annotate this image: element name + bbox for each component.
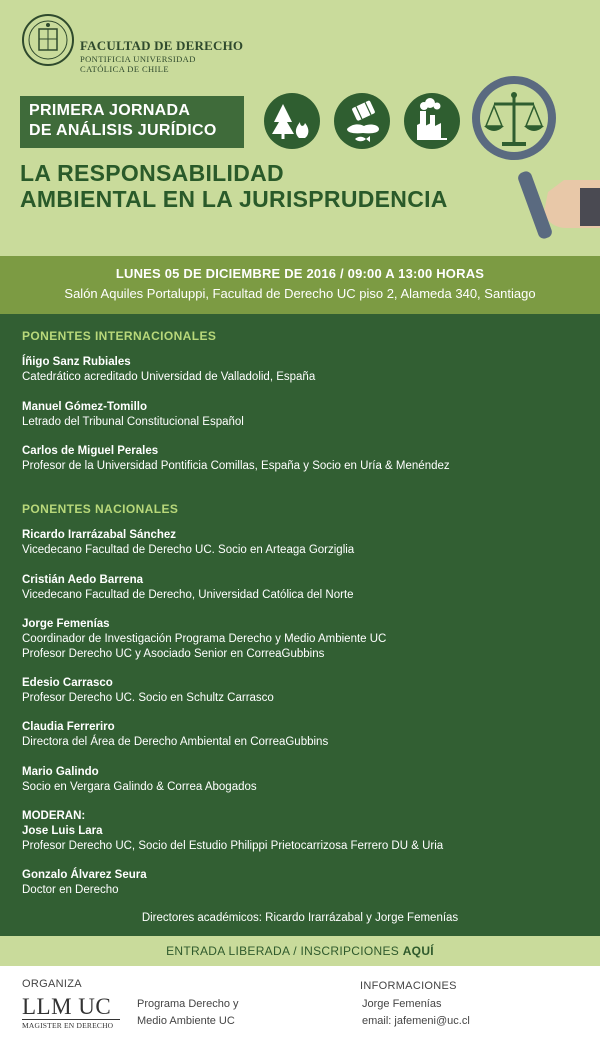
llm-uc-subtitle: MAGISTER EN DERECHO: [22, 1019, 120, 1030]
moderator-entry: [22, 809, 443, 854]
event-line1: PRIMERA JORNADA: [29, 102, 191, 119]
event-line2: DE ANÁLISIS JURÍDICO: [29, 122, 217, 139]
forest-fire-icon: [263, 92, 321, 150]
speaker-role: Vicedecano Facultad de Derecho, Universidad Católica del Norte: [22, 589, 354, 601]
footer: [0, 966, 600, 1042]
speaker-name: Edesio Carrasco: [22, 677, 113, 689]
moderator-entry: [22, 868, 147, 898]
speaker-name: Mario Galindo: [22, 766, 99, 778]
speaker-role: Profesor Derecho UC. Socio en Schultz Carrasco: [22, 692, 274, 704]
international-speakers-title: PONENTES INTERNACIONALES: [22, 329, 217, 343]
university-line2: CATÓLICA DE CHILE: [80, 64, 169, 74]
national-speakers-title: PONENTES NACIONALES: [22, 502, 179, 516]
speaker-name: Jorge Femenías: [22, 618, 110, 630]
contact-name: Jorge Femenías: [362, 998, 442, 1010]
event-label-box: [20, 96, 244, 148]
speaker-entry: [22, 444, 450, 474]
header: [0, 0, 600, 256]
faculty-name: FACULTAD DE DERECHO: [80, 38, 244, 53]
factory-pollution-icon: [403, 92, 461, 150]
speakers-section: [0, 314, 600, 936]
speaker-entry: [22, 528, 354, 558]
registration-bar: [0, 936, 600, 966]
speaker-name: Carlos de Miguel Perales: [22, 445, 159, 457]
speaker-role: Socio en Vergara Galindo & Correa Abogados: [22, 781, 257, 793]
speaker-role: Directora del Área de Derecho Ambiental en CorreaGubbins: [22, 736, 329, 748]
speaker-role-secondary: Profesor Derecho UC y Asociado Senior en CorreaGubbins: [22, 648, 325, 660]
program-name: [137, 996, 239, 1030]
speaker-entry: [22, 720, 328, 750]
speaker-entry: [22, 617, 386, 662]
speaker-name: Cristián Aedo Barrena: [22, 574, 143, 586]
speaker-role: Coordinador de Investigación Programa Derecho y Medio Ambiente UC: [22, 633, 387, 645]
title-line1: LA RESPONSABILIDAD: [20, 160, 284, 186]
university-seal-icon: [22, 14, 74, 66]
event-info-bar: [0, 256, 600, 314]
university-line1: PONTIFICIA UNIVERSIDAD: [80, 54, 196, 64]
speaker-entry: [22, 400, 244, 430]
speaker-entry: [22, 355, 315, 385]
info-title: INFORMACIONES: [360, 980, 457, 992]
moderator-name: Jose Luis Lara: [22, 825, 103, 837]
page-title: [20, 160, 448, 212]
speaker-role: Letrado del Tribunal Constitucional Español: [22, 416, 244, 428]
program-line1: Programa Derecho y: [137, 998, 239, 1010]
oil-spill-icon: [333, 92, 391, 150]
program-line2: Medio Ambiente UC: [137, 1015, 235, 1027]
moderator-name: Gonzalo Álvarez Seura: [22, 869, 147, 881]
speaker-name: Íñigo Sanz Rubiales: [22, 356, 131, 368]
registration-text: ENTRADA LIBERADA / INSCRIPCIONES: [166, 944, 400, 958]
moderator-role: Doctor en Derecho: [22, 884, 119, 896]
event-location: Salón Aquiles Portaluppi, Facultad de Derecho UC piso 2, Alameda 340, Santiago: [64, 286, 536, 301]
speaker-name: Ricardo Irarrázabal Sánchez: [22, 529, 177, 541]
speaker-role: Catedrático acreditado Universidad de Valladolid, España: [22, 371, 316, 383]
organiza-label: ORGANIZA: [22, 978, 82, 990]
speaker-name: Claudia Ferreriro: [22, 721, 115, 733]
magnifier-scales-icon: [468, 70, 600, 246]
speaker-entry: [22, 573, 354, 603]
title-line2: AMBIENTAL EN LA JURISPRUDENCIA: [20, 186, 448, 212]
contact-email[interactable]: email: jafemeni@uc.cl: [362, 1015, 470, 1027]
academic-directors: Directores académicos: Ricardo Irarrázabal y Jorge Femenías: [141, 912, 459, 924]
event-datetime: LUNES 05 DE DICIEMBRE DE 2016 / 09:00 A 13:00 HORAS: [115, 266, 485, 281]
speaker-role: Profesor de la Universidad Pontificia Comillas, España y Socio en Uría & Menéndez: [22, 460, 450, 472]
speaker-role: Vicedecano Facultad de Derecho UC. Socio en Arteaga Gorziglia: [22, 544, 355, 556]
moderator-role: Profesor Derecho UC, Socio del Estudio Philippi Prietocarrizosa Ferrero DU & Uria: [22, 840, 444, 852]
registration-link[interactable]: AQUÍ: [402, 944, 434, 958]
speaker-entry: [22, 765, 257, 795]
contact-info: [362, 996, 470, 1030]
speaker-entry: [22, 676, 274, 706]
speaker-name: Manuel Gómez-Tomillo: [22, 401, 148, 413]
llm-uc-logo: LLM UC: [22, 994, 112, 1019]
faculty-logo-text: [80, 38, 243, 74]
moderators-title: MODERAN:: [22, 810, 86, 822]
